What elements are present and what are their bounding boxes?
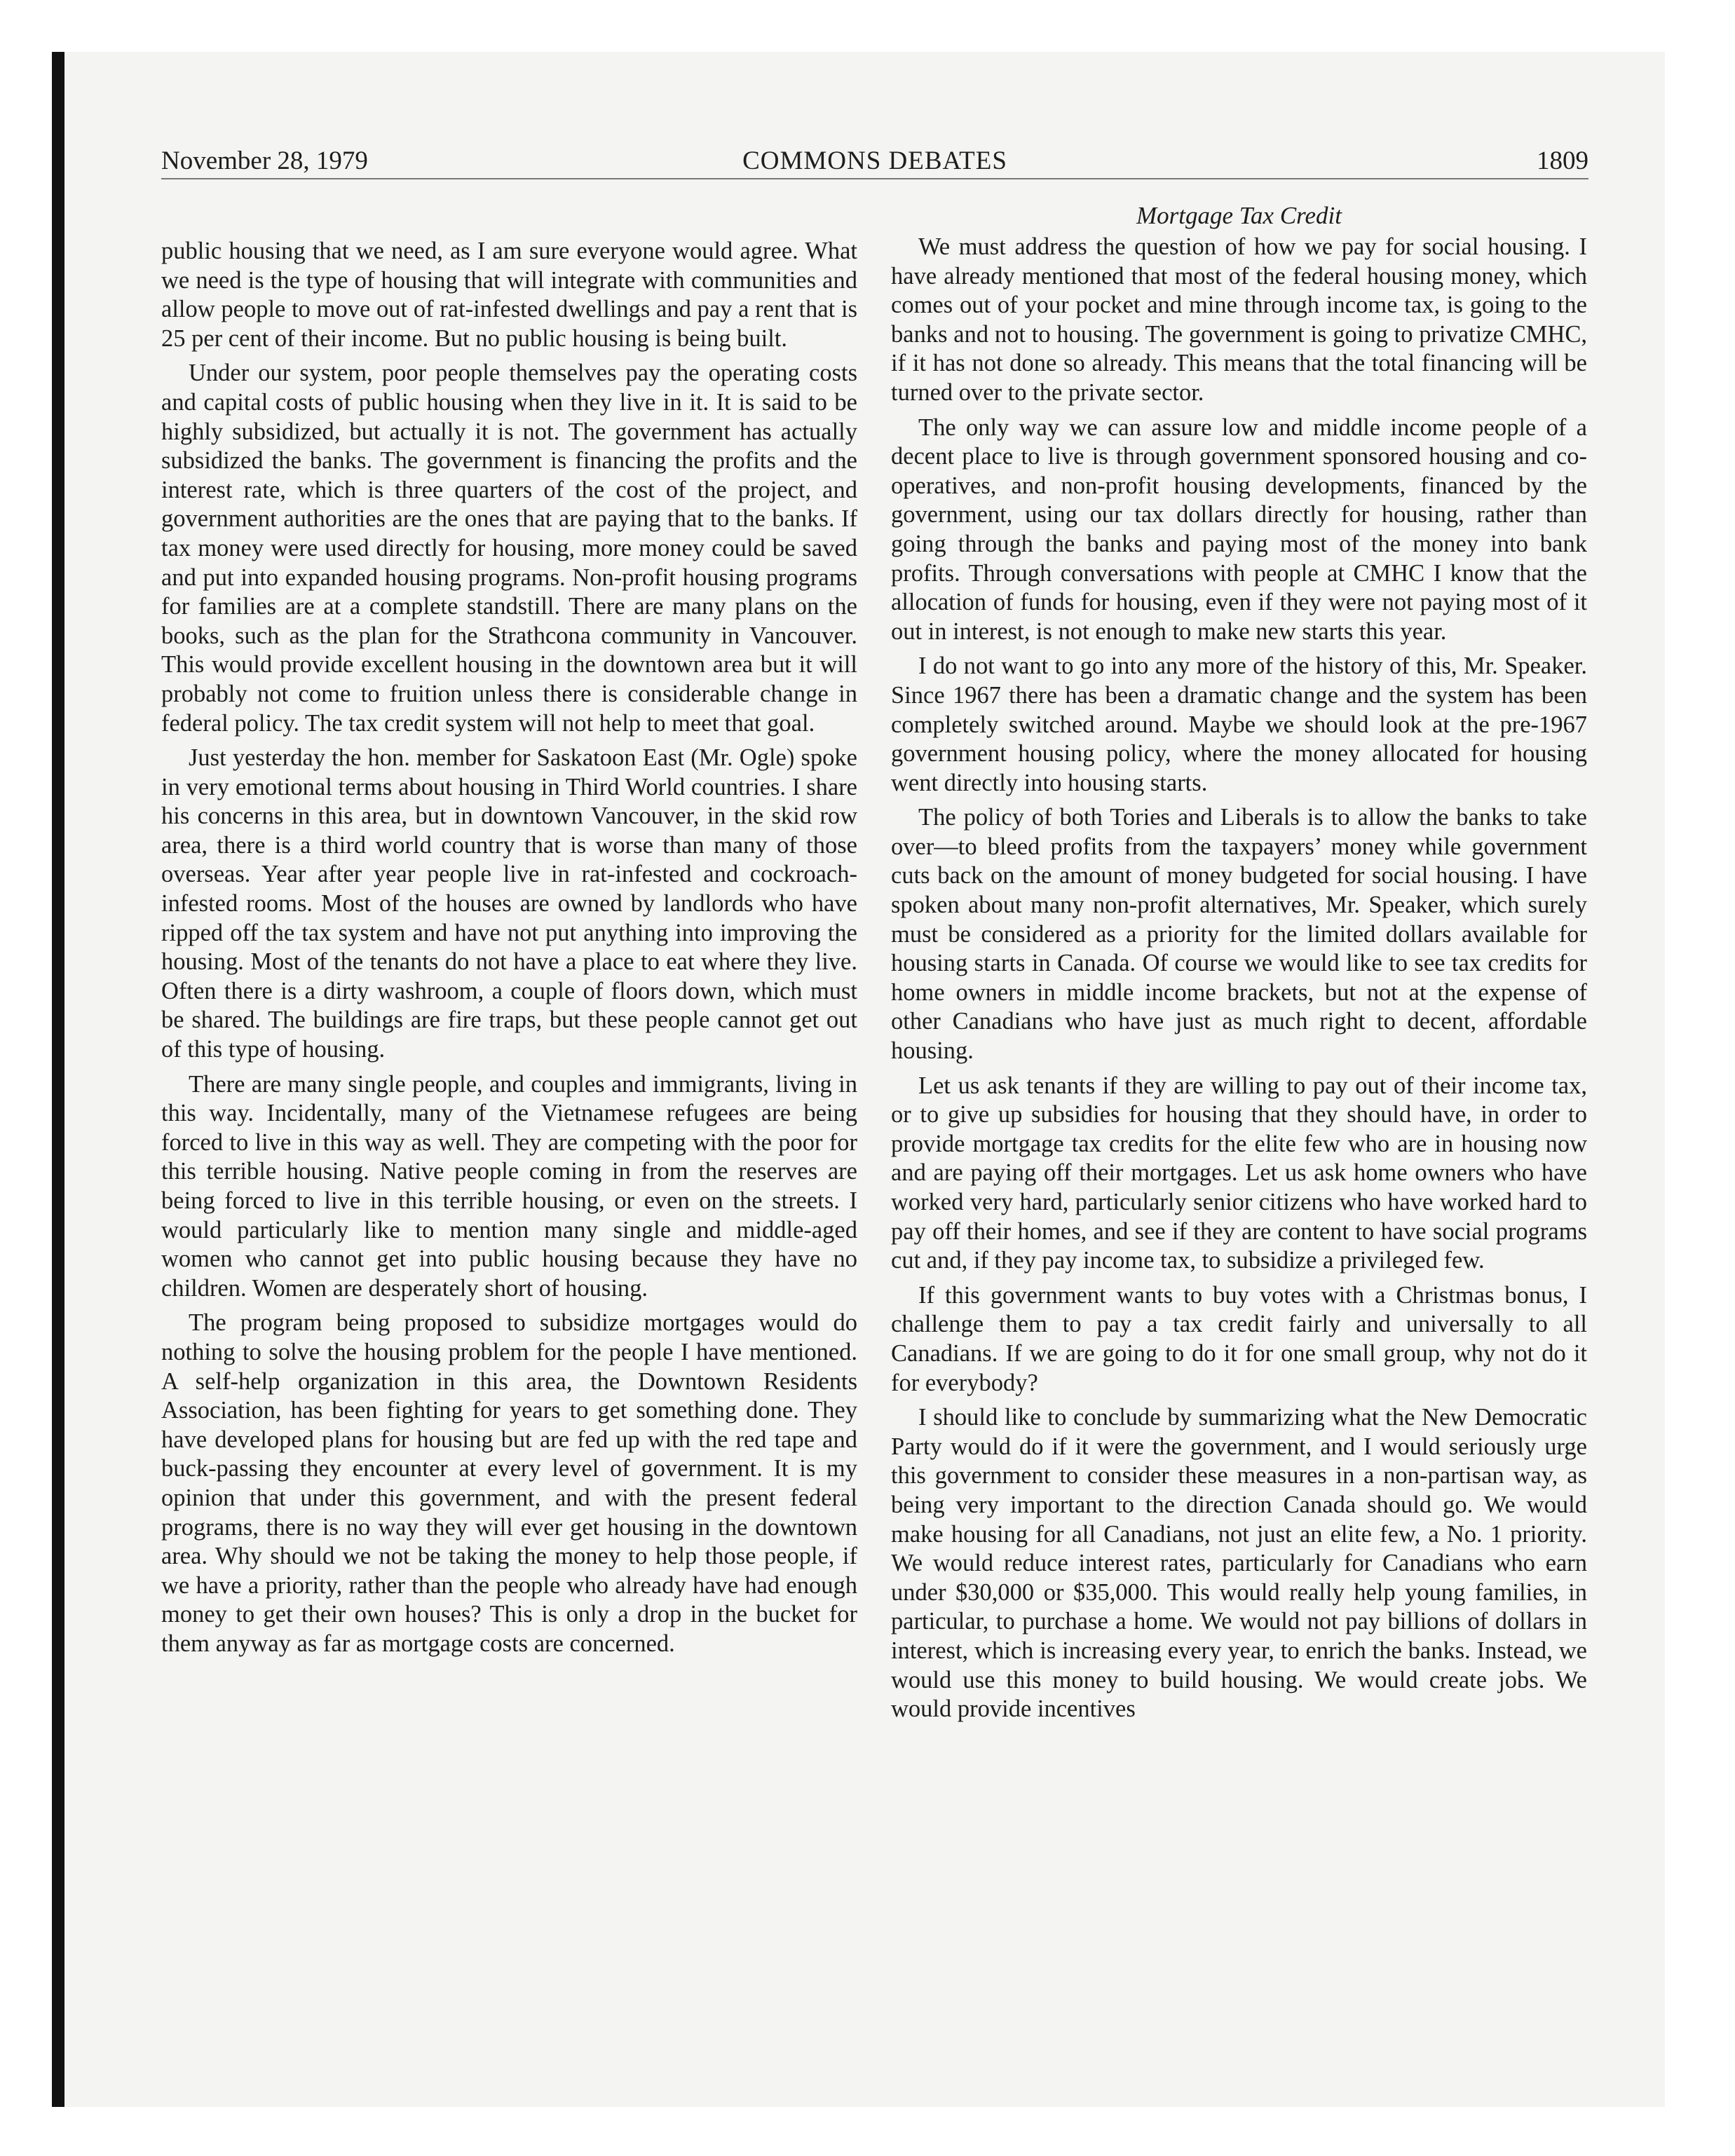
paragraph: public housing that we need, as I am sure everyone would agree. What we need is the type of housing that will integrate with communities and allow people to move out of rat-infested dwellings and pay a rent that is 25 per cent of their income. But no public housing is being built. <box>161 238 857 352</box>
page-header <box>161 144 1588 179</box>
header-publication: COMMONS DEBATES <box>742 146 1007 175</box>
paragraph: I should like to conclude by summarizing what the New Democratic Party would do if it were the government, and I would seriously urge this government to consider these measures in a non-partisan way, as being very important to the direction Canada should go. We would make housing for all Canadians, not just an elite few, a No. 1 priority. We would reduce interest rates, particularly for Canadians who earn under $30,000 or $35,000. This would really help young families, in particular, to purchase a home. We would not pay billions of dollars in interest, which is increasing every year, to enrich the banks. Instead, we would use this money to build housing. We would create jobs. We would provide incentives <box>891 1404 1587 1723</box>
left-column <box>161 237 857 1665</box>
paragraph: If this government wants to buy votes with a Christmas bonus, I challenge them to pay a tax credit fairly and universally to all Canadians. If we are going to do it for one small group, why not do it for everybody? <box>891 1281 1587 1396</box>
paragraph: I do not want to go into any more of the history of this, Mr. Speaker. Since 1967 there has been a dramatic change and the system has been completely switched around. Maybe we should look at the pre-1967 government housing policy, where the money allocated for housing went directly into housing starts. <box>891 653 1587 796</box>
section-subheading: Mortgage Tax Credit <box>1136 202 1342 229</box>
scan-border <box>52 52 64 2107</box>
paragraph: The only way we can assure low and middle income people of a decent place to live is through government sponsored housing and co-operatives, and non-profit housing developments, financed by the government, using our tax dollars directly for housing, rather than going through the banks and paying most of the money into bank profits. Through conversations with people at CMHC I know that the allocation of funds for housing, even if they were not paying most of it out in interest, is not enough to make new starts this year. <box>891 414 1587 645</box>
paragraph: Just yesterday the hon. member for Saskatoon East (Mr. Ogle) spoke in very emotional terms about housing in Third World countries. I share his concerns in this area, but in downtown Vancouver, in the skid row area, there is a third world country that is worse than many of those overseas. Year after year people live in rat-infested and cockroach-infested rooms. Most of the houses are owned by landlords who have ripped off the tax system and have not put anything into improving the housing. Most of the tenants do not have a place to eat where they live. Often there is a dirty washroom, a couple of floors down, which must be shared. The buildings are fire traps, but these people cannot get out of this type of housing. <box>161 744 857 1063</box>
paragraph: The program being proposed to subsidize mortgages would do nothing to solve the housing problem for the people I have mentioned. A self-help organization in this area, the Downtown Residents Association, has been fighting for years to get something done. They have developed plans for housing but are fed up with the red tape and buck-passing they encounter at every level of government. It is my opinion that under this government, and with the present federal programs, there is no way they will ever get housing in the downtown area. Why should we not be taking the money to help those people, if we have a priority, rather than the people who already have had enough money to get their own houses? This is only a drop in the bucket for them anyway as far as mortgage costs are concerned. <box>161 1309 857 1657</box>
paragraph: Let us ask tenants if they are willing to pay out of their income tax, or to give up subsidies for housing that they should have, in order to provide mortgage tax credits for the elite few who are in housing now and are paying off their mortgages. Let us ask home owners who have worked very hard, particularly senior citizens who have worked hard to pay off their homes, and see if they are content to have social programs cut and, if they pay income tax, to subsidize a privileged few. <box>891 1072 1587 1274</box>
header-page-number: 1809 <box>1537 146 1588 175</box>
right-column <box>891 200 1587 1730</box>
paragraph: There are many single people, and couples and immigrants, living in this way. Incidentally, many of the Vietnamese refugees are being forced to live in this way as well. They are competing with the poor for this terrible housing. Native people coming in from the reserves are being forced to live in this terrible housing, or even on the streets. I would particularly like to mention many single and middle-aged women who cannot get into public housing because they have no children. Women are desperately short of housing. <box>161 1070 857 1302</box>
paragraph: Under our system, poor people themselves pay the operating costs and capital costs of public housing when they live in it. It is said to be highly subsidized, but actually it is not. The government has actually subsidized the banks. The government is financing the profits and the interest rate, which is three quarters of the cost of the project, and government authorities are the ones that are paying that to the banks. If tax money were used directly for housing, more money could be saved and put into expanded housing programs. Non-profit housing programs for families are at a complete standstill. There are many plans on the books, such as the plan for the Strathcona community in Vancouver. This would provide excellent housing in the downtown area but it will probably not come to fruition unless there is considerable change in federal policy. The tax credit system will not help to meet that goal. <box>161 360 857 737</box>
header-date: November 28, 1979 <box>161 146 368 175</box>
paragraph: The policy of both Tories and Liberals is to allow the banks to take over—to bleed profits from the taxpayers’ money while government cuts back on the amount of money budgeted for social housing. I have spoken about many non-profit alternatives, Mr. Speaker, which surely must be considered as a priority for the limited dollars available for housing starts in Canada. Of course we would like to see tax credits for home owners in middle income brackets, but not at the expense of other Canadians who have just as much right to decent, affordable housing. <box>891 804 1587 1065</box>
paragraph: We must address the question of how we pay for social housing. I have already mentioned that most of the federal housing money, which comes out of your pocket and mine through income tax, is going to the banks and not to housing. The government is going to privatize CMHC, if it has not done so already. This means that the total financing will be turned over to the private sector. <box>891 233 1587 406</box>
